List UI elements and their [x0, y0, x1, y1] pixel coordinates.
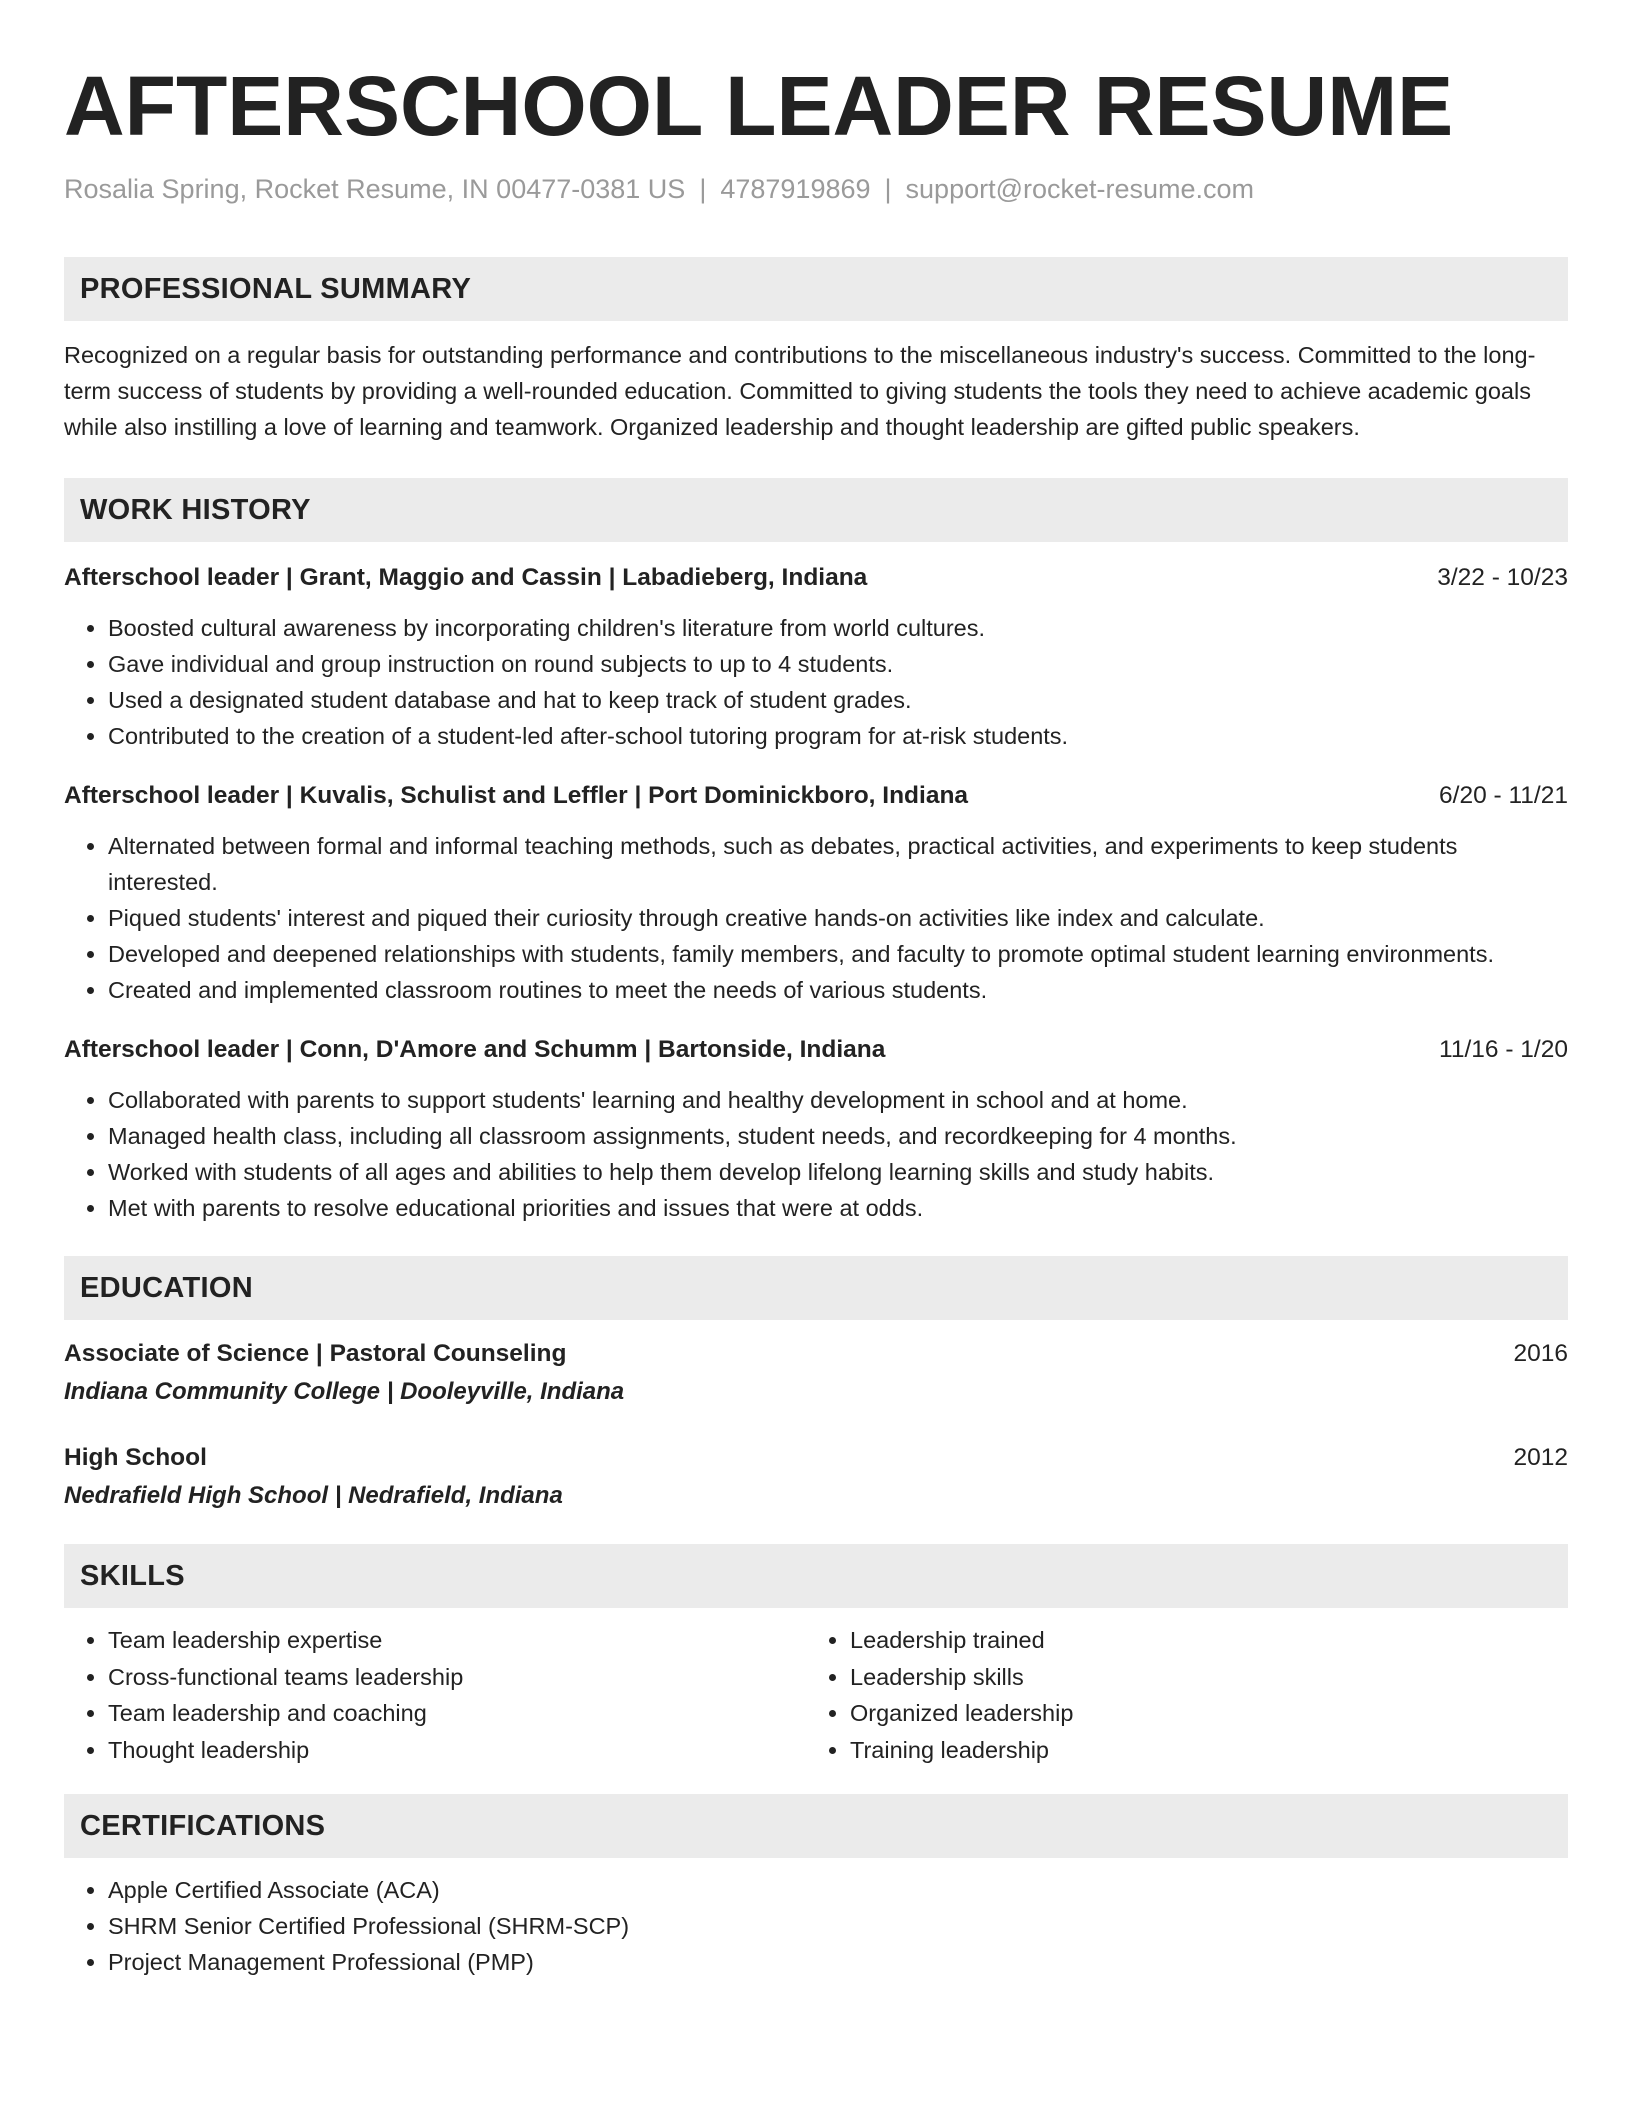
list-item: • Leadership trained	[850, 1622, 1548, 1659]
education-year: 2016	[1513, 1340, 1568, 1367]
list-item: • Cross-functional teams leadership	[108, 1659, 806, 1696]
job-title: Afterschool leader | Grant, Maggio and Cassin | Labadieberg, Indiana	[64, 564, 868, 591]
education-school: Indiana Community College | Dooleyville, Indiana	[64, 1378, 625, 1405]
list-item: • Boosted cultural awareness by incorporating children's literature from world cultures.	[108, 610, 1568, 646]
list-item: • Collaborated with parents to support students' learning and healthy development in school and at home.	[108, 1082, 1568, 1118]
list-item: • Met with parents to resolve educational priorities and issues that were at odds.	[108, 1190, 1568, 1226]
job-title: Afterschool leader | Kuvalis, Schulist and Leffler | Port Dominickboro, Indiana	[64, 782, 969, 809]
list-item: • Piqued students' interest and piqued their curiosity through creative hands-on activities like index and calculate.	[108, 900, 1568, 936]
contact-email: support@rocket-resume.com	[905, 174, 1255, 204]
education-year: 2012	[1513, 1444, 1568, 1471]
list-item: • Team leadership expertise	[108, 1622, 806, 1659]
list-item: • Managed health class, including all classroom assignments, student needs, and recordkeeping for 4 months.	[108, 1118, 1568, 1154]
section-header-work-history: WORK HISTORY	[64, 478, 1568, 542]
contact-separator: |	[699, 174, 707, 204]
list-item: • Contributed to the creation of a student-led after-school tutoring program for at-risk students.	[108, 718, 1568, 754]
list-item: • Gave individual and group instruction on round subjects to up to 4 students.	[108, 646, 1568, 682]
list-item: • Apple Certified Associate (ACA)	[108, 1872, 1568, 1908]
list-item: • Alternated between formal and informal teaching methods, such as debates, practical activities, and experiments to keep students interested.	[108, 828, 1568, 900]
job-entry	[64, 1032, 1568, 1226]
list-item: • Developed and deepened relationships with students, family members, and faculty to promote optimal student learning environments.	[108, 936, 1568, 972]
job-entry	[64, 560, 1568, 754]
contact-phone: 4787919869	[720, 174, 871, 204]
summary-text: Recognized on a regular basis for outstanding performance and contributions to the miscellaneous industry's success. Committed to the long-term success of students by providing a well-rounded education. Committed to giving students the tools they need to achieve academic goals while also instilling a love of learning and teamwork. Organized leadership and thought leadership are gifted public speakers.	[64, 342, 1536, 440]
resume-title: AFTERSCHOOL LEADER RESUME	[64, 59, 1454, 153]
list-item: • Thought leadership	[108, 1732, 806, 1769]
contact-line	[64, 172, 1568, 206]
list-item: • Organized leadership	[850, 1695, 1548, 1732]
list-item: • Created and implemented classroom routines to meet the needs of various students.	[108, 972, 1568, 1008]
education-school: Nedrafield High School | Nedrafield, Indiana	[64, 1482, 563, 1509]
list-item: • Leadership skills	[850, 1659, 1548, 1696]
list-item: • Training leadership	[850, 1732, 1548, 1769]
job-dates: 6/20 - 11/21	[1439, 782, 1568, 809]
list-item: • Project Management Professional (PMP)	[108, 1944, 1568, 1980]
contact-separator: |	[884, 174, 892, 204]
job-bullets	[64, 828, 1568, 1008]
skills-list-right	[806, 1622, 1548, 1768]
job-bullets	[64, 610, 1568, 754]
skills-list-left	[64, 1622, 806, 1768]
education-degree: High School	[64, 1444, 207, 1471]
section-header-summary: PROFESSIONAL SUMMARY	[64, 257, 1568, 321]
certifications-list	[64, 1872, 1568, 1980]
job-title: Afterschool leader | Conn, D'Amore and Schumm | Bartonside, Indiana	[64, 1036, 886, 1063]
list-item: • Worked with students of all ages and abilities to help them develop lifelong learning skills and study habits.	[108, 1154, 1568, 1190]
section-header-skills: SKILLS	[64, 1544, 1568, 1608]
education-entry	[64, 1440, 1568, 1516]
job-bullets	[64, 1082, 1568, 1226]
list-item: • SHRM Senior Certified Professional (SHRM-SCP)	[108, 1908, 1568, 1944]
list-item: • Used a designated student database and hat to keep track of student grades.	[108, 682, 1568, 718]
section-header-education: EDUCATION	[64, 1256, 1568, 1320]
section-header-certifications: CERTIFICATIONS	[64, 1794, 1568, 1858]
job-entry	[64, 778, 1568, 1008]
education-degree: Associate of Science | Pastoral Counseling	[64, 1340, 567, 1367]
skills-grid	[64, 1622, 1568, 1768]
contact-address: Rosalia Spring, Rocket Resume, IN 00477-0381 US	[64, 174, 686, 204]
education-entry	[64, 1336, 1568, 1412]
list-item: • Team leadership and coaching	[108, 1695, 806, 1732]
job-dates: 3/22 - 10/23	[1437, 564, 1568, 591]
job-dates: 11/16 - 1/20	[1439, 1036, 1568, 1063]
